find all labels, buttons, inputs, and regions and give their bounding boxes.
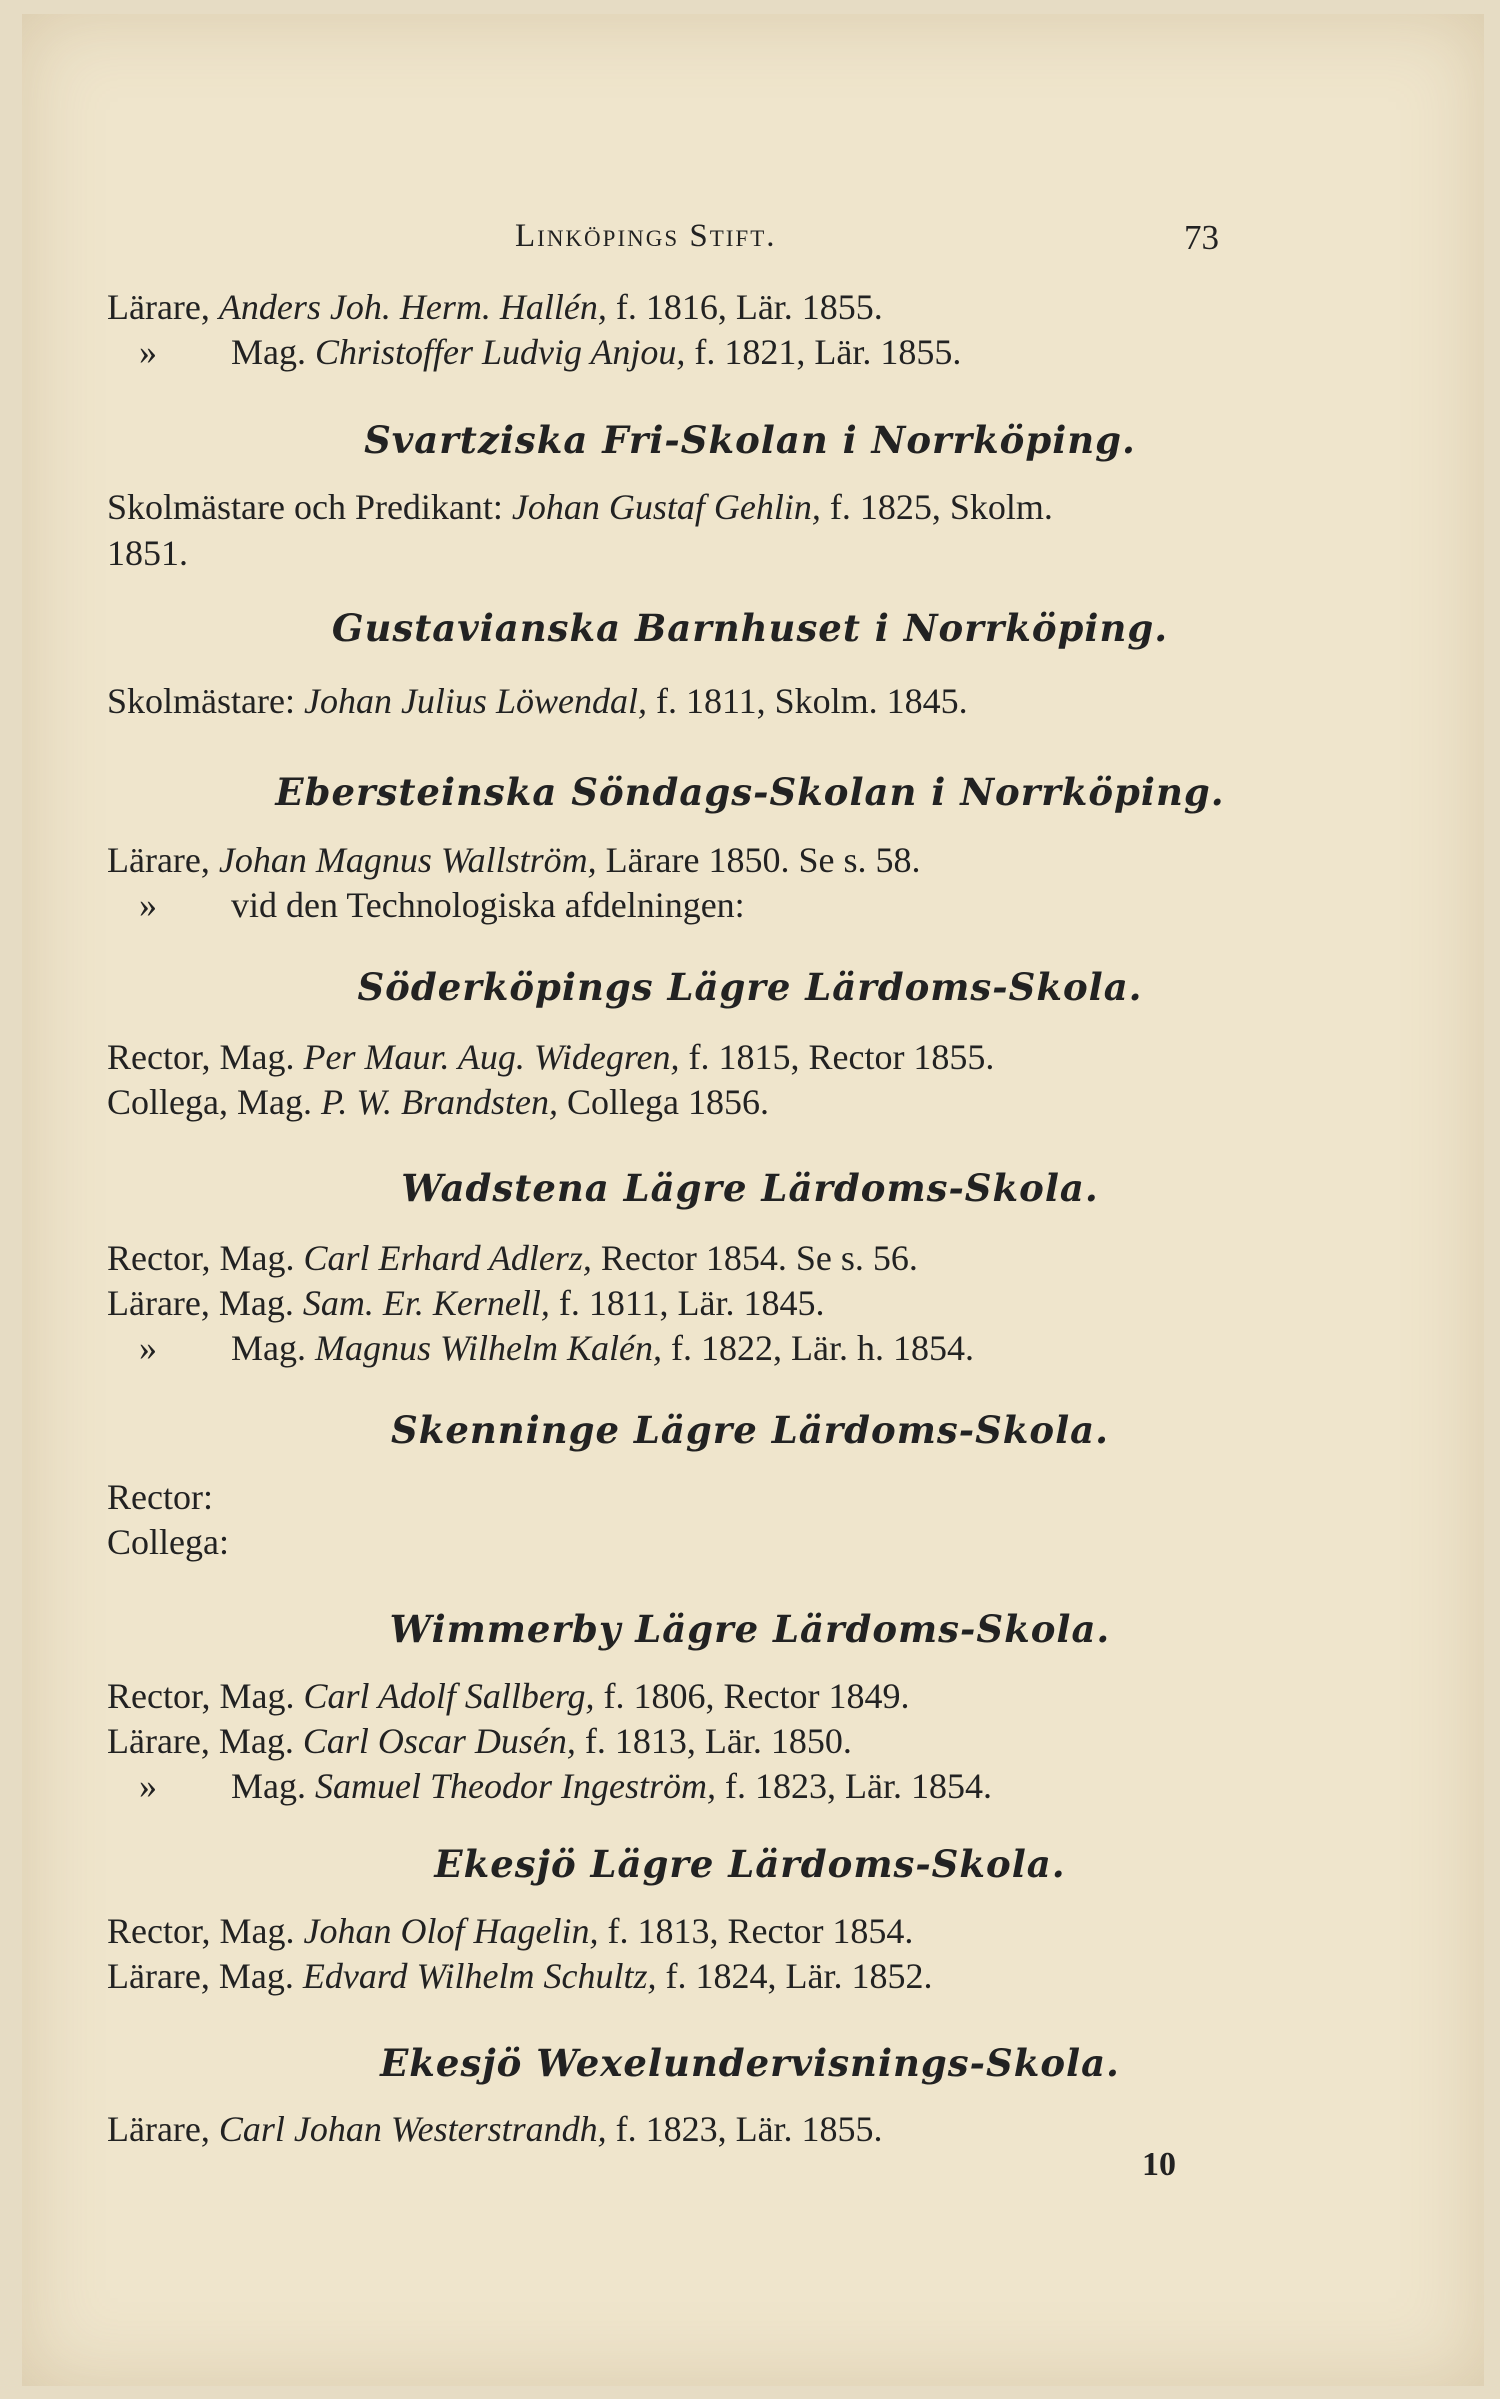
section-heading: Svartziska Fri-Skolan i Norrköping. (364, 418, 1136, 462)
running-header: Linköpings Stift. (515, 218, 777, 254)
entry-line: Collega, Mag. P. W. Brandsten, Collega 1856. (107, 1082, 769, 1122)
entry-line: Lärare, Johan Magnus Wallström, Lärare 1850. Se s. 58. (107, 840, 921, 880)
entry-line: Rector, Mag. Carl Erhard Adlerz, Rector 1854. Se s. 56. (107, 1238, 918, 1278)
entry-line: Rector: (107, 1477, 213, 1517)
entry-line: Rector, Mag. Per Maur. Aug. Widegren, f. 1815, Rector 1855. (107, 1037, 995, 1077)
entry-line: » vid den Technologiska afdelningen: (139, 885, 745, 925)
page-number: 73 (1184, 218, 1219, 257)
entry-line: Lärare, Mag. Sam. Er. Kernell, f. 1811, Lär. 1845. (107, 1283, 825, 1323)
section-heading: Söderköpings Lägre Lärdoms-Skola. (357, 965, 1143, 1009)
entry-line: » Mag. Magnus Wilhelm Kalén, f. 1822, Lär. h. 1854. (139, 1328, 974, 1368)
entry-line: Lärare, Mag. Edvard Wilhelm Schultz, f. 1824, Lär. 1852. (107, 1956, 933, 1996)
entry-line: Rector, Mag. Carl Adolf Sallberg, f. 1806, Rector 1849. (107, 1676, 910, 1716)
entry-line: Skolmästare: Johan Julius Löwendal, f. 1811, Skolm. 1845. (107, 681, 968, 721)
entry-line: » Mag. Christoffer Ludvig Anjou, f. 1821, Lär. 1855. (139, 332, 962, 372)
entry-line: Lärare, Anders Joh. Herm. Hallén, f. 1816, Lär. 1855. (107, 287, 883, 327)
signature-mark: 10 (1142, 2146, 1176, 2183)
entry-line: Lärare, Mag. Carl Oscar Dusén, f. 1813, Lär. 1850. (107, 1721, 852, 1761)
section-heading: Skenninge Lägre Lärdoms-Skola. (390, 1408, 1110, 1452)
entry-line: » Mag. Samuel Theodor Ingeström, f. 1823, Lär. 1854. (139, 1766, 992, 1806)
section-heading: Gustavianska Barnhuset i Norrköping. (331, 606, 1169, 650)
entry-line: Collega: (107, 1522, 229, 1562)
entry-line: Lärare, Carl Johan Westerstrandh, f. 1823, Lär. 1855. (107, 2109, 883, 2149)
section-heading: Ebersteinska Söndags-Skolan i Norrköping. (275, 770, 1225, 814)
section-heading: Ekesjö Wexelundervisnings-Skola. (380, 2041, 1120, 2085)
section-heading: Ekesjö Lägre Lärdoms-Skola. (434, 1842, 1066, 1886)
entry-line: 1851. (107, 533, 188, 573)
section-heading: Wadstena Lägre Lärdoms-Skola. (401, 1166, 1099, 1210)
section-heading: Wimmerby Lägre Lärdoms-Skola. (389, 1607, 1111, 1651)
entry-line: Rector, Mag. Johan Olof Hagelin, f. 1813, Rector 1854. (107, 1911, 914, 1951)
entry-line: Skolmästare och Predikant: Johan Gustaf Gehlin, f. 1825, Skolm. (107, 487, 1053, 527)
